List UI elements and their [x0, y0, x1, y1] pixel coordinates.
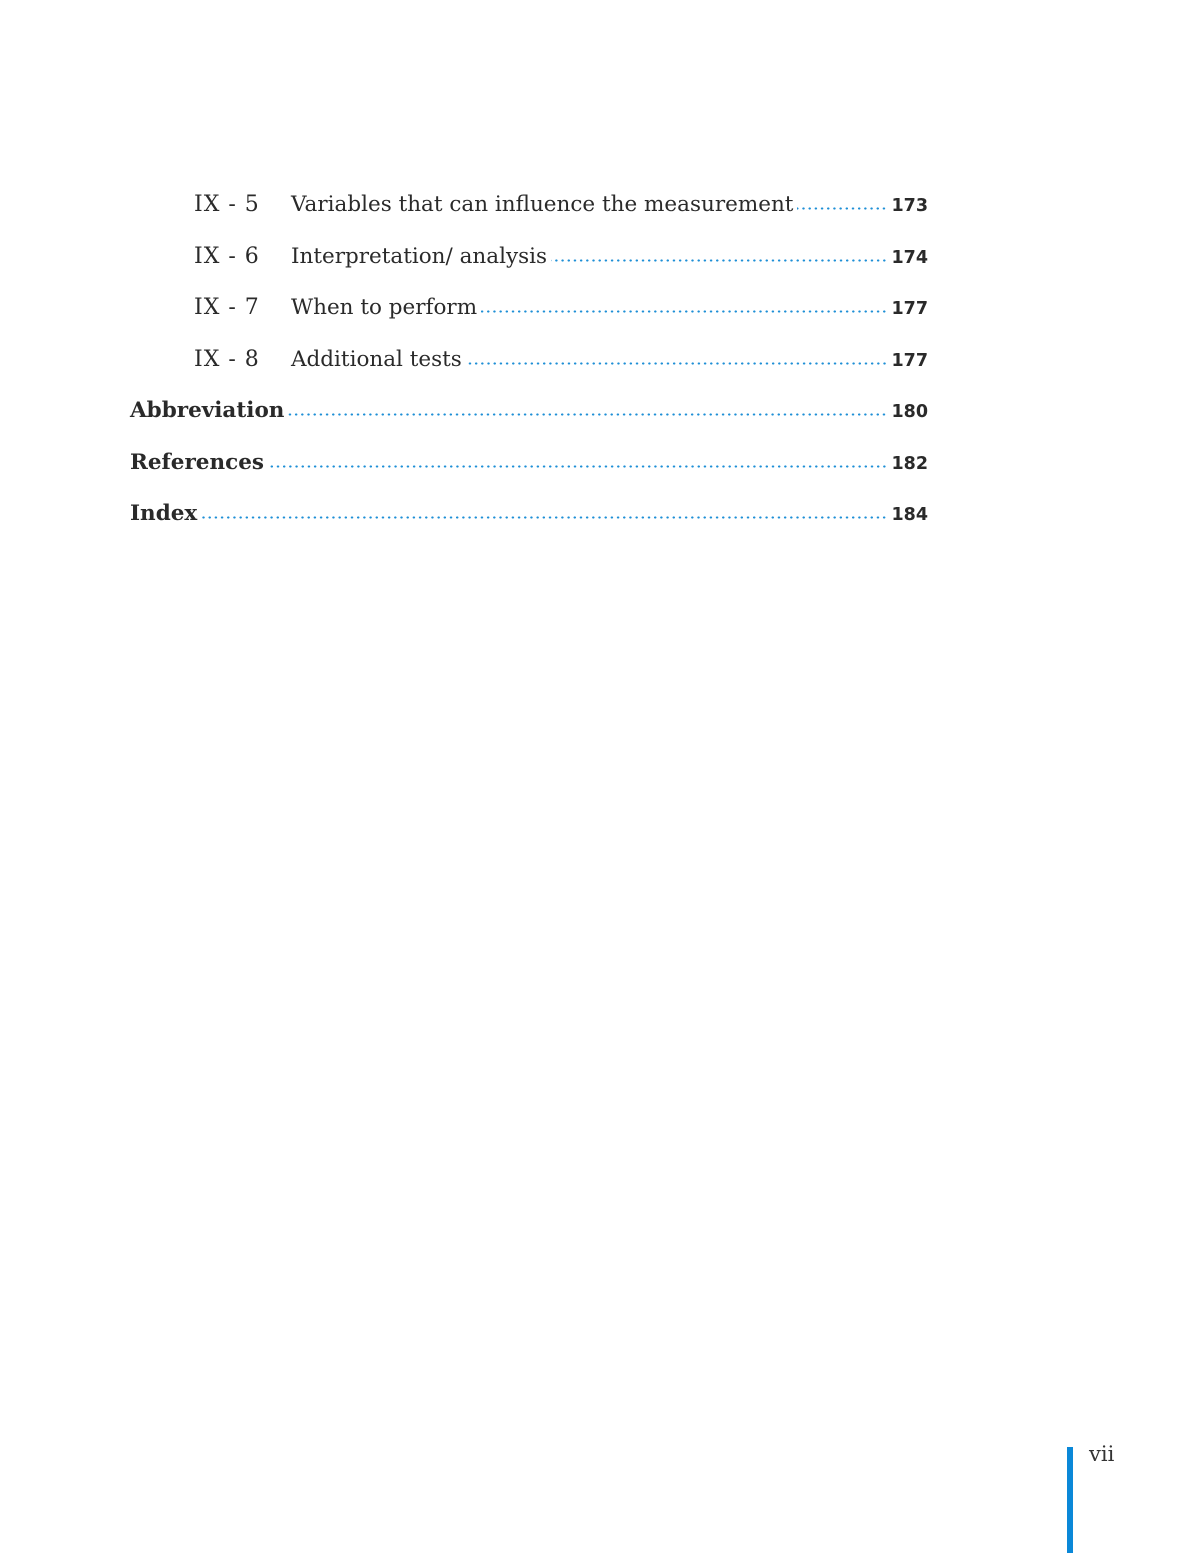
entry-title: When to perform [291, 295, 478, 320]
entry-number: IX - 7 [194, 295, 260, 320]
entry-title: Interpretation/ analysis [291, 243, 548, 269]
entry-number: IX - 6 [194, 243, 260, 269]
toc-entry[interactable] [130, 192, 928, 244]
entry-number: IX - 5 [194, 192, 260, 217]
section-title: References [130, 449, 264, 475]
table-of-contents [130, 192, 928, 553]
toc-entry[interactable] [130, 347, 928, 399]
toc-section[interactable] [130, 450, 928, 502]
section-title: Abbreviation [130, 398, 285, 423]
toc-entry[interactable] [130, 244, 928, 296]
section-page: 180 [891, 402, 928, 422]
dot-leader [466, 362, 888, 365]
entry-title: Variables that can influence the measurement [291, 192, 794, 217]
entry-page: 174 [891, 247, 928, 268]
toc-section[interactable] [130, 501, 928, 553]
entry-page: 177 [891, 350, 928, 371]
dot-leader [797, 207, 887, 210]
dot-leader [481, 310, 887, 313]
section-page: 184 [891, 505, 928, 525]
dot-leader [551, 259, 887, 262]
entry-page: 177 [891, 299, 928, 319]
entry-title: Additional tests [291, 346, 462, 372]
section-page: 182 [891, 453, 928, 474]
toc-section[interactable] [130, 398, 928, 450]
toc-entry[interactable] [130, 295, 928, 347]
dot-leader [201, 516, 887, 519]
section-title: Index [130, 501, 198, 526]
page-number: vii [1089, 1442, 1115, 1466]
dot-leader [288, 413, 887, 416]
dot-leader [268, 465, 887, 468]
entry-number: IX - 8 [194, 346, 260, 372]
folio-accent-bar [1067, 1447, 1073, 1553]
entry-page: 173 [891, 196, 928, 216]
